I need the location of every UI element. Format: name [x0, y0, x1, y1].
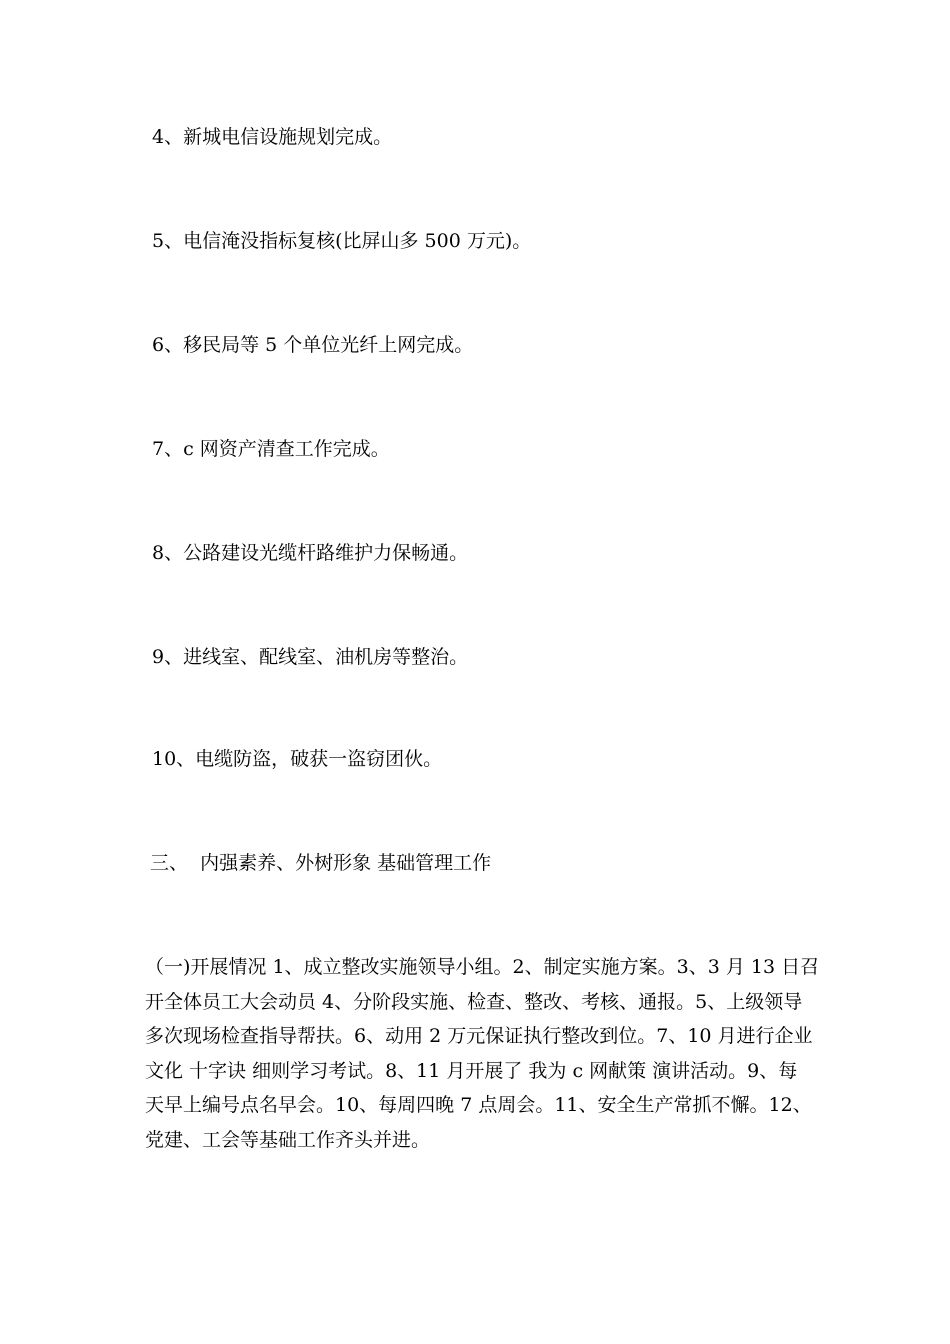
body-paragraph: [145, 950, 820, 1157]
paragraph-line: 多次现场检查指导帮扶。6、动用 2 万元保证执行整改到位。7、10 月进行企业: [145, 1025, 813, 1047]
list-item-5: 5、电信淹没指标复核(比屏山多 500 万元)。: [152, 230, 532, 252]
list-item-7: 7、c 网资产清查工作完成。: [152, 438, 390, 460]
paragraph-line: 文化 十字诀 细则学习考试。8、11 月开展了 我为 c 网献策 演讲活动。9、每: [145, 1059, 798, 1082]
list-item-6: 6、移民局等 5 个单位光纤上网完成。: [152, 334, 474, 356]
list-item-8: 8、公路建设光缆杆路维护力保畅通。: [152, 542, 469, 564]
paragraph-line: （一)开展情况 1、成立整改实施领导小组。2、制定实施方案。3、3 月 13 日召: [145, 956, 820, 978]
list-item-10: 10、电缆防盗，破获一盗窃团伙。: [152, 748, 443, 770]
list-item-9: 9、进线室、配线室、油机房等整治。: [152, 646, 469, 668]
paragraph-line: 党建、工会等基础工作齐头并进。: [145, 1128, 431, 1151]
paragraph-line: 天早上编号点名早会。10、每周四晚 7 点周会。11、安全生产常抓不懈。12、: [145, 1094, 812, 1116]
list-item-4: 4、新城电信设施规划完成。: [152, 126, 393, 148]
section-heading: 三、 内强素养、外树形象 基础管理工作: [150, 852, 492, 874]
paragraph-line: 开全体员工大会动员 4、分阶段实施、检查、整改、考核、通报。5、上级领导: [145, 990, 803, 1013]
